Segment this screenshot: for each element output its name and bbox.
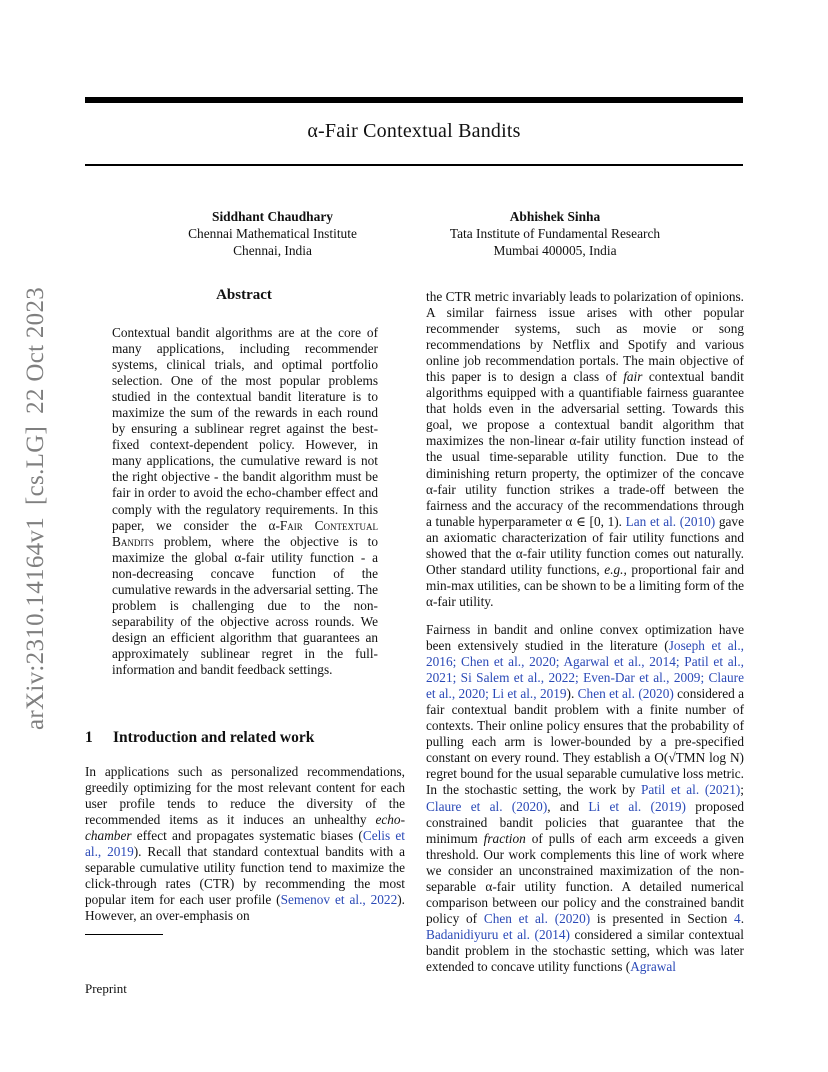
author-block-2 [420,208,690,259]
preprint-label: Preprint [85,981,127,996]
citation-link[interactable]: Lan et al. (2010) [625,513,716,529]
citation-link[interactable]: Patil et al. (2021) [640,782,741,798]
citation-link[interactable]: Badanidiyuru et al. (2014) [426,926,570,942]
abstract-heading: Abstract [216,287,272,303]
intro-paragraph: In applications such as personalized recommendations, greedily optimizing for the most relevant content for each user profile tends to reduce the diversity of the recommended items as it induces an unhealthy echo-chamber effect and propagates systematic biases (Celis et al., 2019). Recall that standard contextual bandits with a separable cumulative utility function tend to maximize the click-through rates (CTR) by recommending the most popular item for each user profile (Semenov et al., 2022). However, an over-emphasis on [85,764,405,924]
author-name: Siddhant Chaudhary [212,209,333,224]
citation-link[interactable]: Joseph et al., 2016; Chen et al., 2020; Agarwal et al., 2014; Patil et al., 2021; Si Salem et al., 2022; Even-Dar et al., 2009; Claure et al., 2020; Li et al., 2019 [426,638,745,702]
author-affiliation: Tata Institute of Fundamental Research [449,226,661,241]
right-paragraph-2: Fairness in bandit and online convex optimization have been extensively studied in the literature (Joseph et al., 2016; Chen et al., 2020; Agarwal et al., 2014; Patil et al., 2021; Si Salem et al., 2022; Even-Dar et al., 2009; Claure et al., 2020; Li et al., 2019). Chen et al. (2020) considered a fair contextual bandit problem with a finite number of contexts. Their online policy ensures that the probability of pulling each arm is lower-bounded by a pre-specified constant on every round. They establish a O(√TMN log N) regret bound for the usual separable cumulative loss metric. In the stochastic setting, the work by Patil et al. (2021); Claure et al. (2020), and Li et al. (2019) proposed constrained bandit policies that guarantee that the minimum fraction of pulls of each arm exceeds a given threshold. Our work complements this line of work where we consider an unconstrained maximization of the non-separable α-fair utility function. A detailed numerical comparison between our policy and the constrained bandit policy of Chen et al. (2020) is presented in Section 4. Badanidiyuru et al. (2014) considered a similar contextual bandit problem in the stochastic setting, which was later extended to concave utility functions (Agrawal [426,622,745,974]
arxiv-date: 22 Oct 2023 [22,286,49,414]
citation-link[interactable]: Li et al. (2019) [588,798,686,814]
author-affiliation: Chennai Mathematical Institute [188,226,357,241]
citation-link[interactable]: Semenov et al., 2022 [280,892,398,908]
author-location: Mumbai 400005, India [493,243,617,258]
citation-link[interactable]: Agrawal [630,958,676,974]
right-paragraph-1: the CTR metric invariably leads to polarization of opinions. A similar fairness issue arises with other popular recommender systems, such as movie or song recommendations by Netflix and Spotify and various online job recommendation portals. The main objective of this paper is to design a class of fair contextual bandit algorithms equipped with a quantifiable fairness guarantee that holds even in the adversarial setting. Towards this goal, we propose a contextual bandit algorithm that maximizes the non-linear α-fair utility function instead of the usual time-separable utility function. Due to the diminishing return property, the optimizer of the concave α-fair utility function strikes a trade-off between the fairness and the accuracy of the recommendations through a tunable hyperparameter α ∈ [0, 1). Lan et al. (2010) gave an axiomatic characterization of fair utility functions and showed that the α-fair utility function comes out naturally. Other standard utility functions, e.g., proportional fair and min-max utilities, can be shown to be a limiting form of the α-fair utility. [426,289,744,609]
arxiv-id: arXiv:2310.14164v1 [22,516,49,730]
abstract-body: Contextual bandit algorithms are at the core of many applications, including recommender systems, clinical trials, and optimal portfolio selection. One of the most popular problems studied in the contextual bandit literature is to maximize the sum of the rewards in each round by ensuring a sublinear regret against the best-fixed context-dependent policy. However, in many applications, the cumulative reward is not the right objective - the bandit algorithm must be fair in order to avoid the echo-chamber effect and comply with the regulatory requirements. In this paper, we consider the α-Fair Contextual Bandits problem, where the objective is to maximize the global α-fair utility function - a non-decreasing concave function of the cumulative rewards in the adversarial setting. The problem is challenging due to the non-separability of the objective across rounds. We design an efficient algorithm that guarantees an approximately sublinear regret in the full-information and bandit feedback settings. [112,325,379,677]
title-bottom-rule [85,164,743,166]
citation-link[interactable]: Chen et al. (2020) [483,910,591,926]
section-link[interactable]: 4 [734,910,741,926]
paper-title: α-Fair Contextual Bandits [307,120,521,142]
author-location: Chennai, India [233,243,312,258]
footnote-rule [85,934,163,935]
author-name: Abhishek Sinha [509,209,601,224]
author-block-1 [160,208,385,259]
section-heading: 1 Introduction and related work [85,729,315,746]
arxiv-stamp [22,287,50,730]
title-top-rule [85,97,743,103]
problem-name: Fair Contextual Bandits [112,517,379,549]
citation-link[interactable]: Chen et al. (2020) [577,686,674,702]
arxiv-category: [cs.LG] [22,425,49,505]
citation-link[interactable]: Claure et al. (2020) [426,798,548,814]
citation-link[interactable]: Celis et al., 2019 [85,828,405,860]
